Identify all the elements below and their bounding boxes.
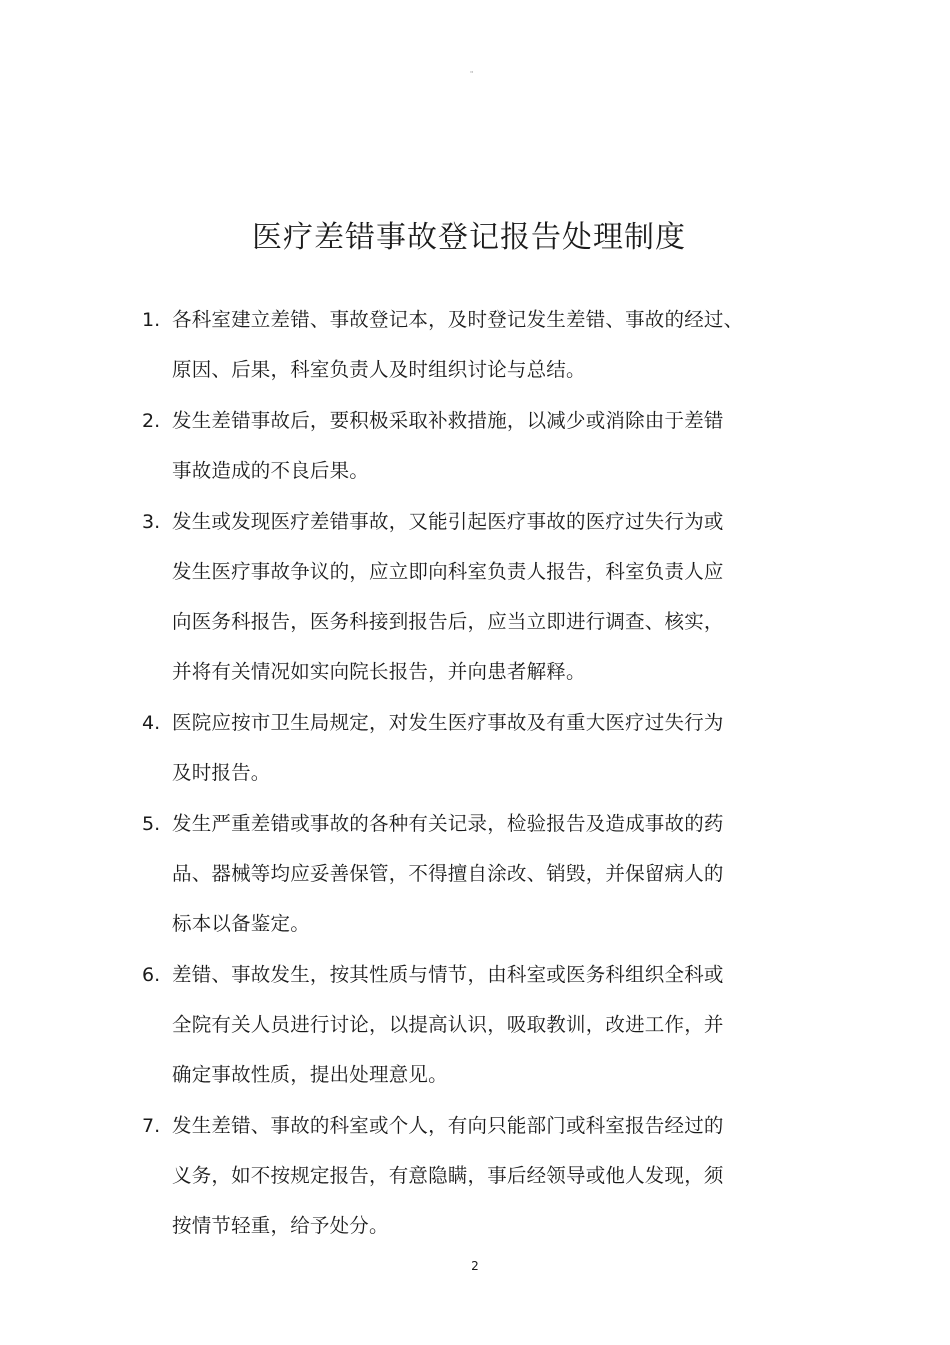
item-line: 发生或发现医疗差错事故，又能引起医疗事故的医疗过失行为或 xyxy=(172,510,724,533)
document-title: 医疗差错事故登记报告处理制度 xyxy=(252,220,686,255)
list-item xyxy=(142,497,782,697)
item-line: 品、器械等均应妥善保管，不得擅自涂改、销毁，并保留病人的 xyxy=(172,862,724,885)
item-line: 按情节轻重，给予处分。 xyxy=(172,1214,389,1237)
item-line: 发生差错事故后，要积极采取补救措施，以减少或消除由于差错 xyxy=(172,409,724,432)
item-line: 原因、后果，科室负责人及时组织讨论与总结。 xyxy=(172,358,586,381)
item-line: 发生严重差错或事故的各种有关记录，检验报告及造成事故的药 xyxy=(172,812,724,835)
item-number: 1. xyxy=(142,309,161,331)
item-number: 7. xyxy=(142,1115,161,1137)
item-line: 各科室建立差错、事故登记本，及时登记发生差错、事故的经过、 xyxy=(172,308,744,331)
item-line: 事故造成的不良后果。 xyxy=(172,459,370,482)
item-line: 全院有关人员进行讨论，以提高认识，吸取教训，改进工作，并 xyxy=(172,1013,724,1036)
item-line: 向医务科报告，医务科接到报告后，应当立即进行调查、核实， xyxy=(172,610,724,633)
item-line: 并将有关情况如实向院长报告，并向患者解释。 xyxy=(172,660,586,683)
page-number: 2 xyxy=(471,1259,479,1273)
item-line: 差错、事故发生，按其性质与情节，由科室或医务科组织全科或 xyxy=(172,963,724,986)
item-number: 3. xyxy=(142,511,161,533)
item-line: 及时报告。 xyxy=(172,761,271,784)
regulation-list xyxy=(142,295,782,1252)
item-line: 确定事故性质，提出处理意见。 xyxy=(172,1063,448,1086)
list-item xyxy=(142,396,782,496)
item-line: 发生差错、事故的科室或个人，有向只能部门或科室报告经过的 xyxy=(172,1114,724,1137)
item-line: 标本以备鉴定。 xyxy=(172,912,310,935)
list-item xyxy=(142,950,782,1100)
item-number: 2. xyxy=(142,410,161,432)
header-mark: " xyxy=(470,70,474,78)
item-line: 义务，如不按规定报告，有意隐瞒，事后经领导或他人发现，须 xyxy=(172,1164,724,1187)
item-line: 发生医疗事故争议的，应立即向科室负责人报告，科室负责人应 xyxy=(172,560,724,583)
item-line: 医院应按市卫生局规定，对发生医疗事故及有重大医疗过失行为 xyxy=(172,711,724,734)
list-item xyxy=(142,1101,782,1251)
list-item xyxy=(142,295,782,395)
item-number: 5. xyxy=(142,813,161,835)
item-number: 4. xyxy=(142,712,161,734)
list-item xyxy=(142,799,782,949)
item-number: 6. xyxy=(142,964,161,986)
list-item xyxy=(142,698,782,798)
